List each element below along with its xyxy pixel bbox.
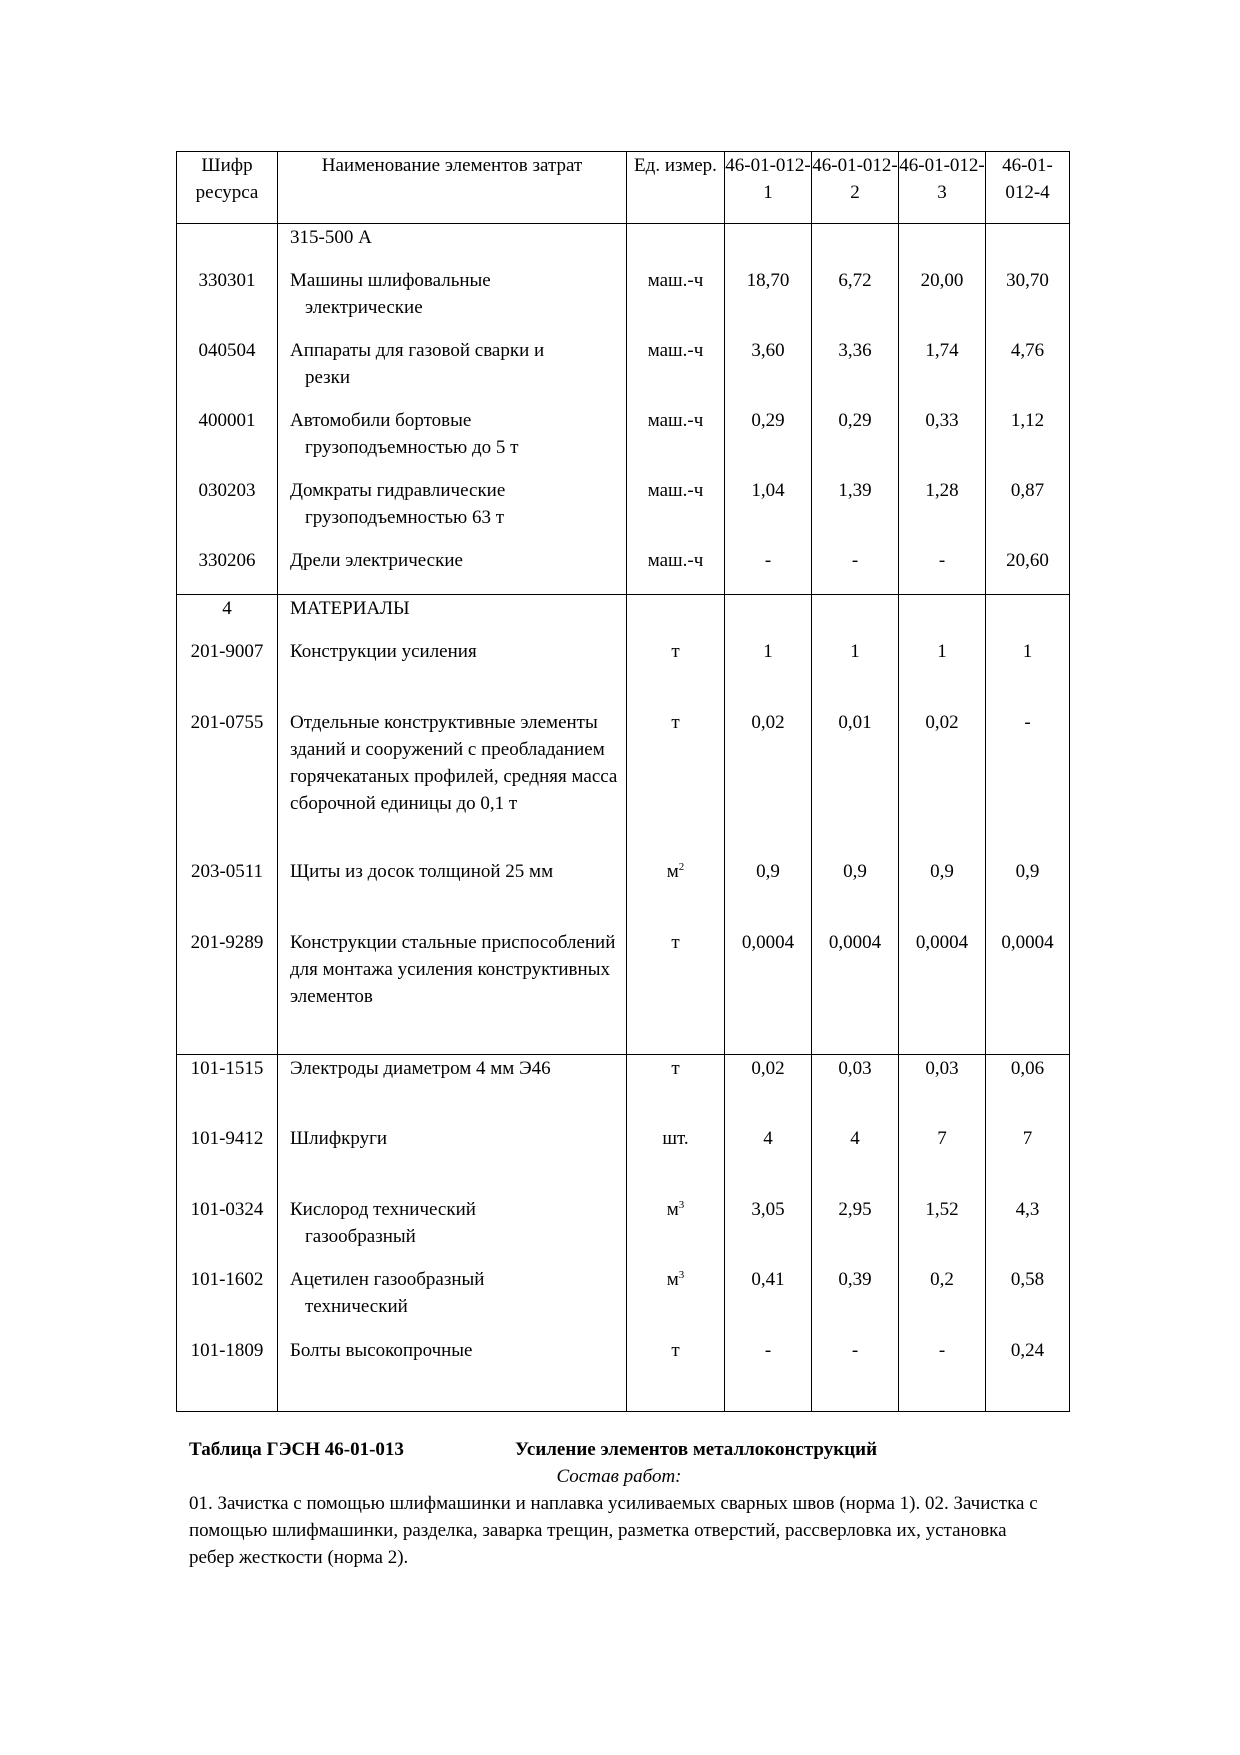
header-cost-element-name: Наименование элементов затрат <box>278 152 627 224</box>
section-row <box>177 595 1070 638</box>
header-norm-3: 46-01-012-3 <box>899 152 986 224</box>
norm-value-3: - <box>899 1337 986 1412</box>
resource-name: Конструкции стальные приспособлений для монтажа усиления конструктивных элементов <box>278 929 627 1055</box>
table-row <box>177 407 1070 477</box>
resource-unit: т <box>627 929 725 1055</box>
norm-value-1: 3,60 <box>725 337 812 407</box>
norm-value-1: 0,41 <box>725 1266 812 1337</box>
norm-value-4: 0,9 <box>986 858 1070 929</box>
table-row <box>177 1266 1070 1337</box>
norm-value-2: 0,01 <box>812 709 899 858</box>
norm-value-2: 1,39 <box>812 477 899 547</box>
resource-unit: $м^3$ <box>627 1266 725 1337</box>
norm-value-2: 0,03 <box>812 1055 899 1125</box>
resource-name: Ацетилен газообразный технический <box>278 1266 627 1337</box>
resource-code: 400001 <box>177 407 278 477</box>
resource-code: 101-1602 <box>177 1266 278 1337</box>
norm-value-4: 20,60 <box>986 547 1070 595</box>
table-row <box>177 1125 1070 1196</box>
table-row <box>177 929 1070 1055</box>
norm-value-1: 0,02 <box>725 709 812 858</box>
norm-value-3: 0,9 <box>899 858 986 929</box>
resource-code: 101-1809 <box>177 1337 278 1412</box>
resource-name: Щиты из досок толщиной 25 мм <box>278 858 627 929</box>
resource-code: 101-0324 <box>177 1196 278 1266</box>
norm-value-2: 0,39 <box>812 1266 899 1337</box>
norm-value-2: 6,72 <box>812 267 899 337</box>
norm-value-3: 1 <box>899 638 986 709</box>
resource-name: Аппараты для газовой сварки и резки <box>278 337 627 407</box>
table-row <box>177 547 1070 595</box>
norm-value-4: 0,24 <box>986 1337 1070 1412</box>
norm-value-3: 20,00 <box>899 267 986 337</box>
resource-unit: маш.-ч <box>627 477 725 547</box>
norm-value-1: 3,05 <box>725 1196 812 1266</box>
resource-unit: маш.-ч <box>627 407 725 477</box>
norm-value-4: 1 <box>986 638 1070 709</box>
norm-value-4: 0,0004 <box>986 929 1070 1055</box>
norm-value-3: 1,28 <box>899 477 986 547</box>
norm-value-4: - <box>986 709 1070 858</box>
resource-name: Конструкции усиления <box>278 638 627 709</box>
table-title: Усиление элементов металлоконструкций <box>515 1439 878 1460</box>
table-row <box>177 1055 1070 1125</box>
norm-value-2: 2,95 <box>812 1196 899 1266</box>
norm-value-4: 4,3 <box>986 1196 1070 1266</box>
table-row <box>177 337 1070 407</box>
norm-value-2: 0,0004 <box>812 929 899 1055</box>
norm-value-4: 0,58 <box>986 1266 1070 1337</box>
table-row <box>177 267 1070 337</box>
norm-value-4: 7 <box>986 1125 1070 1196</box>
resource-code: 203-0511 <box>177 858 278 929</box>
resource-name: Автомобили бортовые грузоподъемностью до 5 т <box>278 407 627 477</box>
resource-unit: т <box>627 1055 725 1125</box>
norm-value-2: 0,9 <box>812 858 899 929</box>
resource-code: 201-0755 <box>177 709 278 858</box>
norm-value-4: 4,76 <box>986 337 1070 407</box>
resource-code: 030203 <box>177 477 278 547</box>
norm-value-2: 4 <box>812 1125 899 1196</box>
norm-value-1: 0,29 <box>725 407 812 477</box>
continuation-row <box>177 224 1070 267</box>
resource-code: 201-9289 <box>177 929 278 1055</box>
resource-unit: т <box>627 638 725 709</box>
norm-value-3: 0,2 <box>899 1266 986 1337</box>
norm-value-3: 0,0004 <box>899 929 986 1055</box>
resource-code: 330206 <box>177 547 278 595</box>
norm-value-1: - <box>725 547 812 595</box>
norm-value-3: 0,33 <box>899 407 986 477</box>
table-row <box>177 1196 1070 1266</box>
resource-code: 201-9007 <box>177 638 278 709</box>
table-row <box>177 858 1070 929</box>
norm-value-1: 0,02 <box>725 1055 812 1125</box>
header-resource-code: Шифр ресурса <box>177 152 278 224</box>
table-row <box>177 1337 1070 1412</box>
norm-value-1: 18,70 <box>725 267 812 337</box>
resource-code: 101-9412 <box>177 1125 278 1196</box>
table-header-row <box>177 152 1070 224</box>
norm-value-2: - <box>812 547 899 595</box>
resource-name: Дрели электрические <box>278 547 627 595</box>
resource-name: Машины шлифовальные электрические <box>278 267 627 337</box>
resource-unit: маш.-ч <box>627 547 725 595</box>
table-row <box>177 709 1070 858</box>
resource-name: Шлифкруги <box>278 1125 627 1196</box>
resource-unit: $м^2$ <box>627 858 725 929</box>
norm-value-1: 4 <box>725 1125 812 1196</box>
norm-value-1: 0,0004 <box>725 929 812 1055</box>
norm-value-2: - <box>812 1337 899 1412</box>
norm-value-2: 3,36 <box>812 337 899 407</box>
norm-value-1: 0,9 <box>725 858 812 929</box>
resource-code: 101-1515 <box>177 1055 278 1125</box>
header-norm-1: 46-01-012-1 <box>725 152 812 224</box>
resource-norm-table <box>176 151 1070 1412</box>
resource-unit: $м^3$ <box>627 1196 725 1266</box>
resource-name: Домкраты гидравлические грузоподъемностью 63 т <box>278 477 627 547</box>
norm-value-2: 0,29 <box>812 407 899 477</box>
resource-unit: маш.-ч <box>627 337 725 407</box>
norm-value-1: 1 <box>725 638 812 709</box>
norm-value-3: 0,02 <box>899 709 986 858</box>
norm-value-3: 1,74 <box>899 337 986 407</box>
norm-value-3: 0,03 <box>899 1055 986 1125</box>
resource-name: Болты высокопрочные <box>278 1337 627 1412</box>
norm-value-4: 1,12 <box>986 407 1070 477</box>
norm-value-1: 1,04 <box>725 477 812 547</box>
resource-name: Кислород технический газообразный <box>278 1196 627 1266</box>
norm-value-2: 1 <box>812 638 899 709</box>
resource-unit: т <box>627 709 725 858</box>
table-row <box>177 477 1070 547</box>
resource-name: Отдельные конструктивные элементы зданий и сооружений с преобладанием горячекатаных профилей, средняя масса сборочной единицы до 0,1 т <box>278 709 627 858</box>
resource-code: 040504 <box>177 337 278 407</box>
norm-value-3: 7 <box>899 1125 986 1196</box>
resource-unit: маш.-ч <box>627 267 725 337</box>
continuation-text: 315-500 А <box>278 224 627 267</box>
header-norm-2: 46-01-012-2 <box>812 152 899 224</box>
work-composition-heading: Состав работ: <box>556 1466 682 1487</box>
resource-code: 330301 <box>177 267 278 337</box>
resource-unit: шт. <box>627 1125 725 1196</box>
work-composition-text: 01. Зачистка с помощью шлифмашинки и наплавка усиливаемых сварных швов (норма 1). 02. Зачистка с помощью шлифмашинки, разделка, заварка трещин, разметка отверстий, рассверловка их, установка ребер жесткости (норма 2). <box>189 1493 1038 1568</box>
norm-value-4: 30,70 <box>986 267 1070 337</box>
table-id: Таблица ГЭСН 46-01-013 <box>189 1439 404 1460</box>
norm-value-4: 0,87 <box>986 477 1070 547</box>
table-row <box>177 638 1070 709</box>
norm-value-4: 0,06 <box>986 1055 1070 1125</box>
section-code: 4 <box>177 595 278 638</box>
norm-value-3: 1,52 <box>899 1196 986 1266</box>
resource-name: Электроды диаметром 4 мм Э46 <box>278 1055 627 1125</box>
section-header <box>189 1436 1069 1464</box>
header-unit: Ед. измер. <box>627 152 725 224</box>
norm-value-3: - <box>899 547 986 595</box>
norm-value-1: - <box>725 1337 812 1412</box>
resource-unit: т <box>627 1337 725 1412</box>
section-label: МАТЕРИАЛЫ <box>278 595 627 638</box>
header-norm-4: 46-01-012-4 <box>986 152 1070 224</box>
